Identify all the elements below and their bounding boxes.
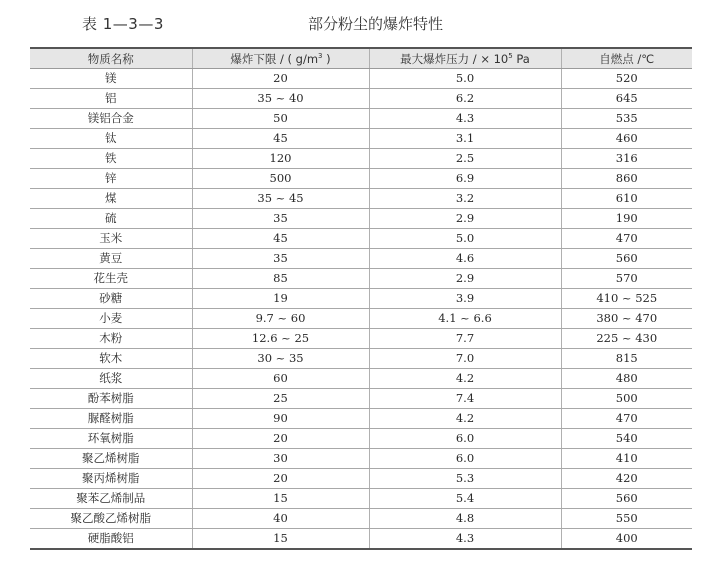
- cell-substance: 聚丙烯树脂: [30, 469, 192, 489]
- cell-substance: 锌: [30, 169, 192, 189]
- cell-substance: 聚乙酸乙烯树脂: [30, 509, 192, 529]
- header-lower-limit-sup: 3: [318, 51, 323, 60]
- cell-max-pressure: 5.4: [369, 489, 561, 509]
- table-row: [30, 349, 692, 369]
- cell-lower-limit: 25: [192, 389, 369, 409]
- cell-autoignition: 400: [561, 529, 692, 550]
- cell-autoignition: 645: [561, 89, 692, 109]
- table-row: [30, 209, 692, 229]
- cell-autoignition: 815: [561, 349, 692, 369]
- table-row: [30, 229, 692, 249]
- cell-substance: 小麦: [30, 309, 192, 329]
- cell-lower-limit: 12.6 ~ 25: [192, 329, 369, 349]
- cell-max-pressure: 5.3: [369, 469, 561, 489]
- cell-substance: 镁: [30, 69, 192, 89]
- cell-lower-limit: 60: [192, 369, 369, 389]
- cell-autoignition: 560: [561, 249, 692, 269]
- cell-max-pressure: 4.3: [369, 529, 561, 550]
- cell-substance: 镁铝合金: [30, 109, 192, 129]
- cell-max-pressure: 6.9: [369, 169, 561, 189]
- cell-substance: 硫: [30, 209, 192, 229]
- cell-substance: 铁: [30, 149, 192, 169]
- cell-autoignition: 560: [561, 489, 692, 509]
- header-max-pressure: [369, 48, 561, 69]
- table-row: [30, 249, 692, 269]
- header-lower-limit: [192, 48, 369, 69]
- table-row: [30, 189, 692, 209]
- cell-substance: 脲醛树脂: [30, 409, 192, 429]
- table-row: [30, 469, 692, 489]
- cell-max-pressure: 5.0: [369, 229, 561, 249]
- table-body: [30, 69, 692, 550]
- header-lower-limit-suffix: ): [322, 51, 331, 66]
- cell-autoignition: 500: [561, 389, 692, 409]
- cell-substance: 黄豆: [30, 249, 192, 269]
- table-row: [30, 329, 692, 349]
- cell-autoignition: 570: [561, 269, 692, 289]
- dust-explosion-table: [30, 47, 692, 550]
- cell-substance: 钛: [30, 129, 192, 149]
- header-lower-limit-text: 爆炸下限 / ( g/m: [230, 51, 319, 66]
- cell-max-pressure: 4.3: [369, 109, 561, 129]
- header-max-pressure-sup: 5: [508, 51, 513, 60]
- cell-max-pressure: 7.7: [369, 329, 561, 349]
- cell-autoignition: 550: [561, 509, 692, 529]
- cell-autoignition: 470: [561, 229, 692, 249]
- cell-max-pressure: 2.5: [369, 149, 561, 169]
- header-max-pressure-suffix: Pa: [512, 51, 530, 66]
- cell-lower-limit: 45: [192, 129, 369, 149]
- cell-substance: 聚苯乙烯制品: [30, 489, 192, 509]
- cell-lower-limit: 35: [192, 209, 369, 229]
- cell-lower-limit: 85: [192, 269, 369, 289]
- cell-lower-limit: 19: [192, 289, 369, 309]
- cell-max-pressure: 5.0: [369, 69, 561, 89]
- cell-substance: 煤: [30, 189, 192, 209]
- cell-autoignition: 410 ~ 525: [561, 289, 692, 309]
- cell-substance: 环氧树脂: [30, 429, 192, 449]
- cell-lower-limit: 45: [192, 229, 369, 249]
- cell-max-pressure: 4.8: [369, 509, 561, 529]
- cell-substance: 砂糖: [30, 289, 192, 309]
- cell-lower-limit: 35: [192, 249, 369, 269]
- cell-autoignition: 225 ~ 430: [561, 329, 692, 349]
- cell-substance: 玉米: [30, 229, 192, 249]
- cell-lower-limit: 500: [192, 169, 369, 189]
- cell-lower-limit: 120: [192, 149, 369, 169]
- cell-max-pressure: 3.1: [369, 129, 561, 149]
- cell-substance: 木粉: [30, 329, 192, 349]
- table-header-row: [30, 48, 692, 69]
- cell-autoignition: 380 ~ 470: [561, 309, 692, 329]
- cell-autoignition: 480: [561, 369, 692, 389]
- cell-max-pressure: 4.6: [369, 249, 561, 269]
- cell-autoignition: 316: [561, 149, 692, 169]
- cell-lower-limit: 30 ~ 35: [192, 349, 369, 369]
- cell-autoignition: 420: [561, 469, 692, 489]
- table-row: [30, 309, 692, 329]
- cell-substance: 铝: [30, 89, 192, 109]
- cell-lower-limit: 35 ~ 45: [192, 189, 369, 209]
- cell-max-pressure: 3.9: [369, 289, 561, 309]
- cell-autoignition: 520: [561, 69, 692, 89]
- cell-max-pressure: 6.0: [369, 449, 561, 469]
- header-autoignition: 自燃点 /℃: [561, 48, 692, 69]
- cell-autoignition: 535: [561, 109, 692, 129]
- cell-autoignition: 610: [561, 189, 692, 209]
- table-row: [30, 69, 692, 89]
- cell-max-pressure: 2.9: [369, 209, 561, 229]
- table-row: [30, 449, 692, 469]
- table-row: [30, 409, 692, 429]
- table-row: [30, 89, 692, 109]
- table-row: [30, 509, 692, 529]
- cell-lower-limit: 35 ~ 40: [192, 89, 369, 109]
- cell-autoignition: 410: [561, 449, 692, 469]
- cell-substance: 硬脂酸铝: [30, 529, 192, 550]
- cell-max-pressure: 2.9: [369, 269, 561, 289]
- table-row: [30, 369, 692, 389]
- cell-max-pressure: 4.2: [369, 369, 561, 389]
- cell-max-pressure: 6.0: [369, 429, 561, 449]
- cell-autoignition: 860: [561, 169, 692, 189]
- table-title: 部分粉尘的爆炸特性: [308, 15, 444, 33]
- header-substance: 物质名称: [30, 48, 192, 69]
- table-row: [30, 169, 692, 189]
- cell-lower-limit: 40: [192, 509, 369, 529]
- table-row: [30, 269, 692, 289]
- cell-substance: 聚乙烯树脂: [30, 449, 192, 469]
- cell-substance: 花生壳: [30, 269, 192, 289]
- cell-lower-limit: 20: [192, 469, 369, 489]
- table-row: [30, 489, 692, 509]
- cell-lower-limit: 20: [192, 429, 369, 449]
- table-row: [30, 389, 692, 409]
- cell-max-pressure: 7.4: [369, 389, 561, 409]
- cell-lower-limit: 50: [192, 109, 369, 129]
- cell-substance: 软木: [30, 349, 192, 369]
- cell-lower-limit: 20: [192, 69, 369, 89]
- cell-lower-limit: 30: [192, 449, 369, 469]
- cell-max-pressure: 4.2: [369, 409, 561, 429]
- header-max-pressure-text: 最大爆炸压力 / × 10: [400, 51, 509, 66]
- cell-max-pressure: 3.2: [369, 189, 561, 209]
- table-row: [30, 429, 692, 449]
- cell-lower-limit: 15: [192, 529, 369, 550]
- table-row: [30, 109, 692, 129]
- cell-substance: 酚苯树脂: [30, 389, 192, 409]
- cell-autoignition: 460: [561, 129, 692, 149]
- cell-max-pressure: 6.2: [369, 89, 561, 109]
- cell-autoignition: 190: [561, 209, 692, 229]
- cell-max-pressure: 7.0: [369, 349, 561, 369]
- cell-lower-limit: 9.7 ~ 60: [192, 309, 369, 329]
- table-row: [30, 289, 692, 309]
- table-row: [30, 129, 692, 149]
- table-number: 表 1—3—3: [82, 15, 164, 33]
- cell-lower-limit: 15: [192, 489, 369, 509]
- table-row: [30, 529, 692, 550]
- cell-autoignition: 470: [561, 409, 692, 429]
- cell-max-pressure: 4.1 ~ 6.6: [369, 309, 561, 329]
- cell-substance: 纸浆: [30, 369, 192, 389]
- cell-lower-limit: 90: [192, 409, 369, 429]
- cell-autoignition: 540: [561, 429, 692, 449]
- table-row: [30, 149, 692, 169]
